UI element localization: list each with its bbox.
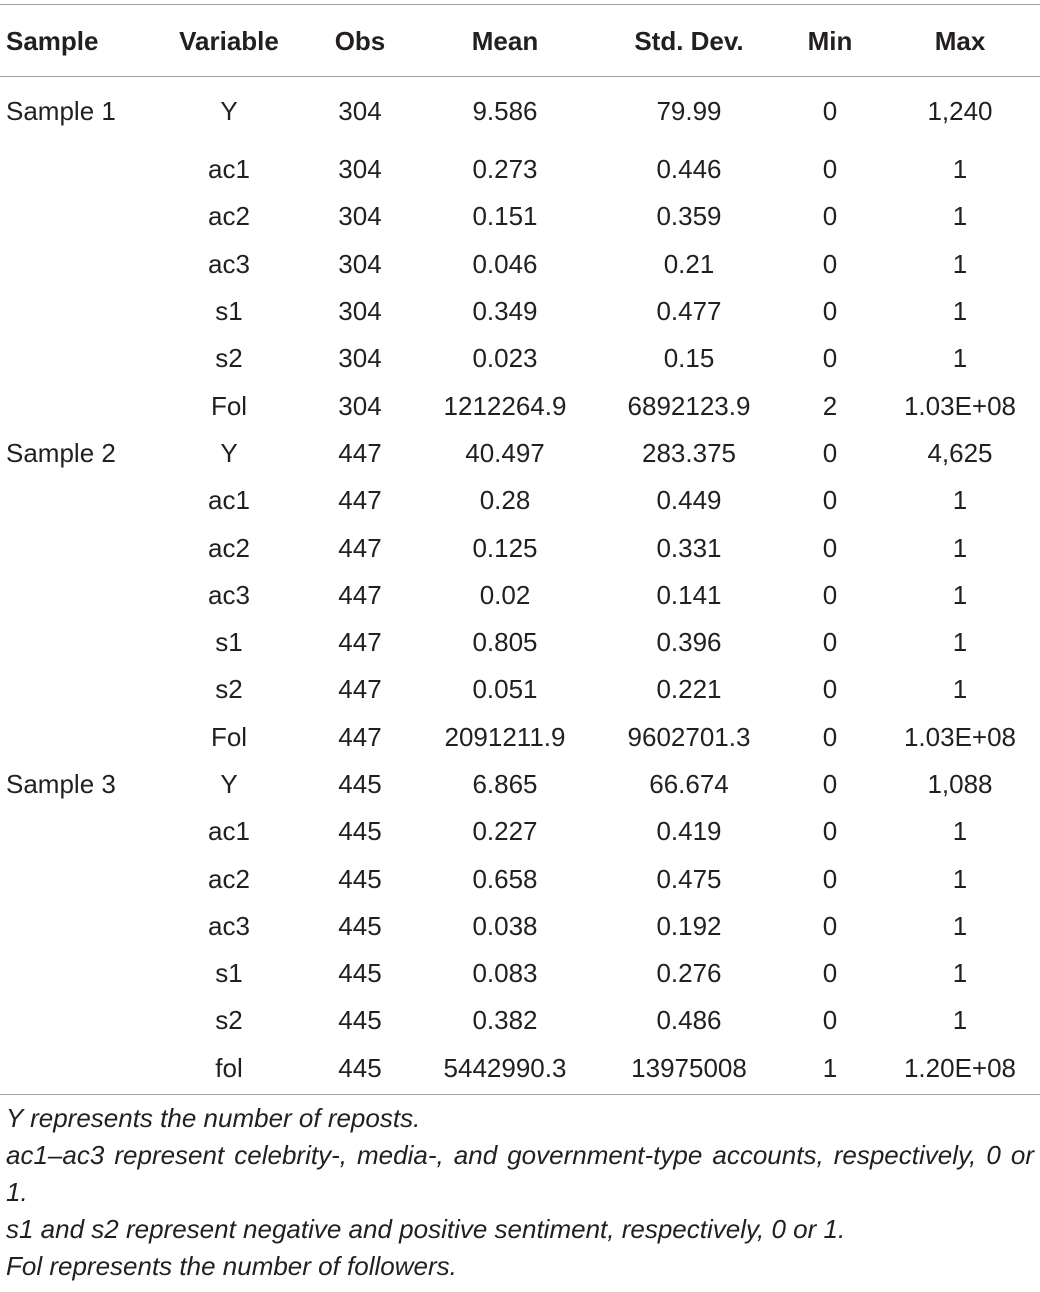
table-row (0, 808, 1040, 855)
cell-std-dev: 0.477 (656, 296, 722, 327)
cell-min: 0 (822, 579, 838, 610)
cell-obs: 304 (338, 390, 382, 421)
cell-obs: 447 (338, 627, 382, 658)
cell-std-dev: 0.192 (656, 910, 722, 941)
cell-obs: 445 (338, 958, 382, 989)
table-row (0, 477, 1040, 524)
footnote: Fol represents the number of followers. (6, 1251, 457, 1281)
table-footnotes (6, 1100, 1034, 1285)
cell-std-dev: 0.21 (663, 248, 715, 279)
cell-mean: 9.586 (472, 96, 538, 126)
cell-max: 1.03E+08 (903, 721, 1017, 752)
cell-mean: 0.038 (472, 910, 538, 941)
cell-variable: ac3 (208, 579, 250, 610)
cell-sample: Sample 1 (6, 96, 116, 126)
bottom-rule (0, 1094, 1040, 1095)
cell-min: 0 (822, 769, 838, 799)
cell-max: 1 (952, 296, 968, 327)
cell-min: 0 (822, 674, 838, 705)
cell-obs: 447 (338, 485, 382, 516)
table-row (0, 430, 1040, 477)
column-header-sample: Sample (6, 25, 99, 56)
cell-mean: 0.083 (472, 958, 538, 989)
cell-obs: 445 (338, 1052, 382, 1083)
cell-min: 0 (822, 816, 838, 847)
cell-sample (0, 477, 150, 524)
cell-sample: Sample 2 (6, 437, 116, 468)
cell-mean: 0.151 (472, 201, 538, 232)
cell-mean: 0.805 (472, 627, 538, 658)
cell-obs: 447 (338, 532, 382, 563)
cell-sample (0, 808, 150, 855)
table-row (0, 382, 1040, 429)
column-header-std-dev: Std. Dev. (634, 25, 744, 56)
cell-std-dev: 283.375 (642, 437, 736, 468)
cell-max: 4,625 (927, 437, 993, 468)
cell-std-dev: 0.449 (656, 485, 722, 516)
cell-max: 1,088 (927, 769, 993, 799)
cell-sample (0, 666, 150, 713)
cell-obs: 445 (338, 910, 382, 941)
cell-min: 0 (822, 96, 838, 126)
cell-sample (0, 1045, 150, 1092)
cell-max: 1 (952, 910, 968, 941)
cell-mean: 0.273 (472, 154, 538, 185)
cell-min: 0 (822, 296, 838, 327)
cell-variable: ac1 (208, 154, 250, 185)
table-row (0, 193, 1040, 240)
cell-mean: 2091211.9 (444, 721, 566, 752)
cell-variable: s2 (215, 1005, 243, 1036)
table-row (0, 997, 1040, 1044)
cell-min: 0 (822, 863, 838, 894)
table-row (0, 146, 1040, 193)
cell-max: 1,240 (927, 96, 993, 126)
cell-obs: 445 (338, 816, 382, 847)
cell-max: 1 (952, 532, 968, 563)
cell-obs: 304 (338, 343, 382, 374)
cell-min: 0 (822, 154, 838, 185)
cell-obs: 447 (338, 674, 382, 705)
column-header-mean: Mean (471, 25, 539, 56)
cell-variable: ac2 (208, 532, 250, 563)
cell-obs: 304 (338, 248, 382, 279)
cell-variable: s1 (215, 627, 243, 658)
cell-max: 1 (952, 1005, 968, 1036)
cell-variable: s1 (215, 958, 243, 989)
cell-std-dev: 0.396 (656, 627, 722, 658)
cell-variable: s1 (215, 296, 243, 327)
cell-mean: 0.28 (479, 485, 531, 516)
cell-max: 1 (952, 627, 968, 658)
cell-sample (0, 335, 150, 382)
cell-sample (0, 619, 150, 666)
cell-mean: 0.125 (472, 532, 538, 563)
cell-std-dev: 0.359 (656, 201, 722, 232)
cell-max: 1 (952, 154, 968, 185)
cell-mean: 0.046 (472, 248, 538, 279)
cell-std-dev: 9602701.3 (627, 721, 751, 752)
table-row (0, 335, 1040, 382)
cell-variable: ac1 (208, 485, 250, 516)
table-row (0, 714, 1040, 761)
cell-mean: 0.382 (472, 1005, 538, 1036)
cell-sample (0, 714, 150, 761)
table-row (0, 761, 1040, 808)
cell-std-dev: 0.475 (656, 863, 722, 894)
cell-min: 0 (822, 485, 838, 516)
table-row (0, 572, 1040, 619)
cell-min: 0 (822, 1005, 838, 1036)
cell-min: 1 (822, 1052, 838, 1083)
cell-max: 1 (952, 816, 968, 847)
cell-min: 0 (822, 721, 838, 752)
cell-std-dev: 0.331 (656, 532, 722, 563)
cell-std-dev: 0.221 (656, 674, 722, 705)
cell-sample (0, 288, 150, 335)
statistics-table (0, 5, 1040, 1092)
cell-max: 1 (952, 579, 968, 610)
table-row (0, 1045, 1040, 1092)
cell-sample (0, 572, 150, 619)
cell-sample (0, 950, 150, 997)
cell-variable: ac3 (208, 248, 250, 279)
cell-variable: ac3 (208, 910, 250, 941)
cell-mean: 1212264.9 (443, 390, 567, 421)
cell-mean: 0.051 (472, 674, 538, 705)
cell-sample (0, 524, 150, 571)
table-row (0, 855, 1040, 902)
table-row (0, 903, 1040, 950)
cell-max: 1 (952, 485, 968, 516)
header-row (0, 5, 1040, 77)
cell-sample (0, 146, 150, 193)
cell-obs: 304 (338, 296, 382, 327)
cell-std-dev: 13975008 (631, 1052, 747, 1083)
cell-obs: 304 (338, 154, 382, 185)
cell-max: 1.03E+08 (903, 390, 1017, 421)
table-row (0, 619, 1040, 666)
cell-obs: 445 (338, 769, 382, 799)
cell-max: 1 (952, 248, 968, 279)
cell-variable: s2 (215, 674, 243, 705)
cell-min: 0 (822, 437, 838, 468)
cell-sample (0, 997, 150, 1044)
cell-max: 1 (952, 343, 968, 374)
cell-sample (0, 382, 150, 429)
cell-obs: 445 (338, 863, 382, 894)
column-header-variable: Variable (179, 25, 279, 56)
table-row (0, 950, 1040, 997)
cell-variable: Y (220, 437, 238, 468)
table-row (0, 77, 1040, 146)
table-row (0, 666, 1040, 713)
cell-obs: 445 (338, 1005, 382, 1036)
cell-obs: 304 (338, 201, 382, 232)
cell-sample (0, 241, 150, 288)
cell-min: 0 (822, 248, 838, 279)
cell-sample (0, 193, 150, 240)
cell-min: 0 (822, 532, 838, 563)
cell-variable: Fol (210, 390, 248, 421)
footnote: s1 and s2 represent negative and positive sentiment, respectively, 0 or 1. (6, 1214, 846, 1244)
cell-variable: Fol (210, 721, 248, 752)
cell-obs: 304 (338, 96, 382, 126)
cell-min: 0 (822, 910, 838, 941)
cell-obs: 447 (338, 721, 382, 752)
cell-max: 1 (952, 863, 968, 894)
cell-mean: 0.023 (472, 343, 538, 374)
cell-mean: 5442990.3 (443, 1052, 567, 1083)
cell-max: 1.20E+08 (903, 1052, 1017, 1083)
cell-min: 0 (822, 958, 838, 989)
cell-std-dev: 66.674 (649, 769, 729, 799)
cell-std-dev: 0.486 (656, 1005, 722, 1036)
cell-variable: fol (215, 1052, 243, 1083)
cell-min: 0 (822, 343, 838, 374)
cell-obs: 447 (338, 579, 382, 610)
table-row (0, 241, 1040, 288)
cell-min: 0 (822, 627, 838, 658)
cell-std-dev: 6892123.9 (627, 390, 751, 421)
footnote: Y represents the number of reposts. (6, 1103, 421, 1133)
cell-min: 2 (822, 390, 838, 421)
table-row (0, 524, 1040, 571)
cell-variable: s2 (215, 343, 243, 374)
cell-min: 0 (822, 201, 838, 232)
cell-max: 1 (952, 958, 968, 989)
cell-variable: Y (220, 96, 238, 126)
cell-sample (0, 855, 150, 902)
column-header-min: Min (807, 25, 853, 56)
cell-std-dev: 0.15 (663, 343, 715, 374)
cell-std-dev: 0.276 (656, 958, 722, 989)
cell-std-dev: 0.446 (656, 154, 722, 185)
cell-std-dev: 0.141 (656, 579, 722, 610)
cell-sample: Sample 3 (6, 769, 116, 799)
cell-max: 1 (952, 674, 968, 705)
cell-mean: 0.349 (472, 296, 538, 327)
column-header-obs: Obs (334, 25, 386, 56)
cell-mean: 6.865 (472, 769, 538, 799)
cell-std-dev: 79.99 (656, 96, 722, 126)
cell-mean: 40.497 (465, 437, 545, 468)
cell-variable: Y (220, 769, 238, 799)
cell-sample (0, 903, 150, 950)
cell-mean: 0.227 (472, 816, 538, 847)
column-header-max: Max (934, 25, 986, 56)
table-row (0, 288, 1040, 335)
footnote: ac1–ac3 represent celebrity-, media-, and government-type accounts, respectively, 0 or 1. (6, 1140, 1034, 1207)
cell-max: 1 (952, 201, 968, 232)
cell-variable: ac2 (208, 863, 250, 894)
cell-mean: 0.02 (479, 579, 531, 610)
cell-obs: 447 (338, 437, 382, 468)
table-body (0, 77, 1040, 1092)
cell-mean: 0.658 (472, 863, 538, 894)
cell-variable: ac1 (208, 816, 250, 847)
cell-variable: ac2 (208, 201, 250, 232)
cell-std-dev: 0.419 (656, 816, 722, 847)
